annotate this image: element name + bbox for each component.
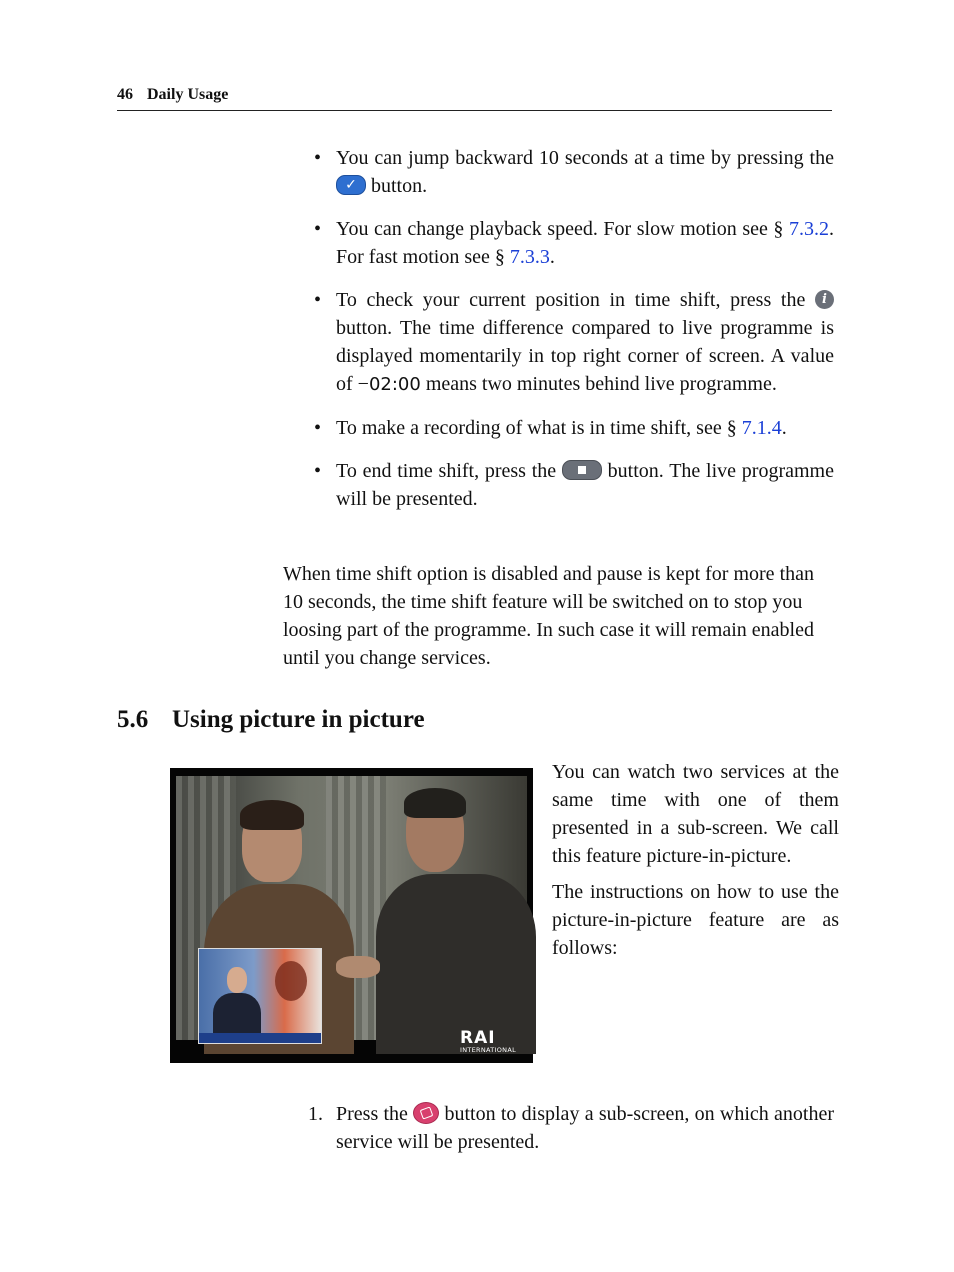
news-ticker bbox=[199, 1033, 321, 1043]
list-item: • To make a recording of what is in time shift, see § 7.1.4. bbox=[310, 414, 834, 442]
pip-paragraph-1: You can watch two services at the same time with one of them presented in a sub-screen. We call this feature picture-in-picture. bbox=[552, 761, 839, 867]
channel-logo: RAI bbox=[460, 1028, 496, 1048]
pip-paragraph-2: The instructions on how to use the picture-in-picture feature are as follows: bbox=[552, 881, 839, 959]
bullet-list bbox=[310, 144, 834, 528]
list-item: 1. Press the button to display a sub-screen, on which another service will be presented. bbox=[310, 1100, 834, 1156]
check-button-icon: ✓ bbox=[336, 175, 366, 195]
step-number: 1. bbox=[308, 1103, 323, 1125]
list-item: • To check your current position in time shift, press the i button. The time difference compared to live programme is displayed momentarily in top right corner of screen. A value of −02:00 means two minutes behind live programme. bbox=[310, 286, 834, 399]
chapter-title: Daily Usage bbox=[147, 86, 229, 103]
steps-list bbox=[310, 1100, 834, 1156]
pip-description bbox=[552, 758, 839, 970]
outstretched-hand bbox=[336, 956, 380, 978]
section-number: 5.6 bbox=[117, 706, 149, 733]
pip-sub-screen bbox=[198, 948, 322, 1044]
section-title: Using picture in picture bbox=[172, 706, 425, 733]
pip-screenshot-figure bbox=[170, 768, 533, 1063]
time-shift-paragraph: When time shift option is disabled and pause is kept for more than 10 seconds, the time shift feature will be switched on to stop you loosing part of the programme. In such case it will remain enabled until you change services. bbox=[283, 563, 814, 669]
section-link-7-3-2[interactable]: 7.3.2 bbox=[789, 218, 829, 240]
channel-logo-subtext: INTERNATIONAL bbox=[460, 1046, 517, 1054]
news-graphic bbox=[275, 961, 307, 1001]
time-value: 02:00 bbox=[368, 374, 421, 395]
page-header bbox=[117, 86, 832, 111]
actor-right bbox=[376, 792, 526, 1042]
news-anchor bbox=[213, 963, 261, 1043]
list-item: • You can change playback speed. For slow motion see § 7.3.2. For fast motion see § 7.3.3. bbox=[310, 215, 834, 271]
info-button-icon: i bbox=[815, 290, 834, 309]
pip-button-icon bbox=[413, 1102, 439, 1124]
stop-button-icon bbox=[562, 460, 602, 480]
section-link-7-1-4[interactable]: 7.1.4 bbox=[741, 417, 782, 439]
list-item: • To end time shift, press the button. The live programme will be presented. bbox=[310, 457, 834, 513]
section-heading bbox=[117, 706, 425, 734]
section-link-7-3-3[interactable]: 7.3.3 bbox=[509, 246, 550, 268]
main-video-scene bbox=[176, 776, 527, 1054]
list-item: • You can jump backward 10 seconds at a time by pressing the ✓ button. bbox=[310, 144, 834, 200]
page-number: 46 bbox=[117, 86, 133, 103]
